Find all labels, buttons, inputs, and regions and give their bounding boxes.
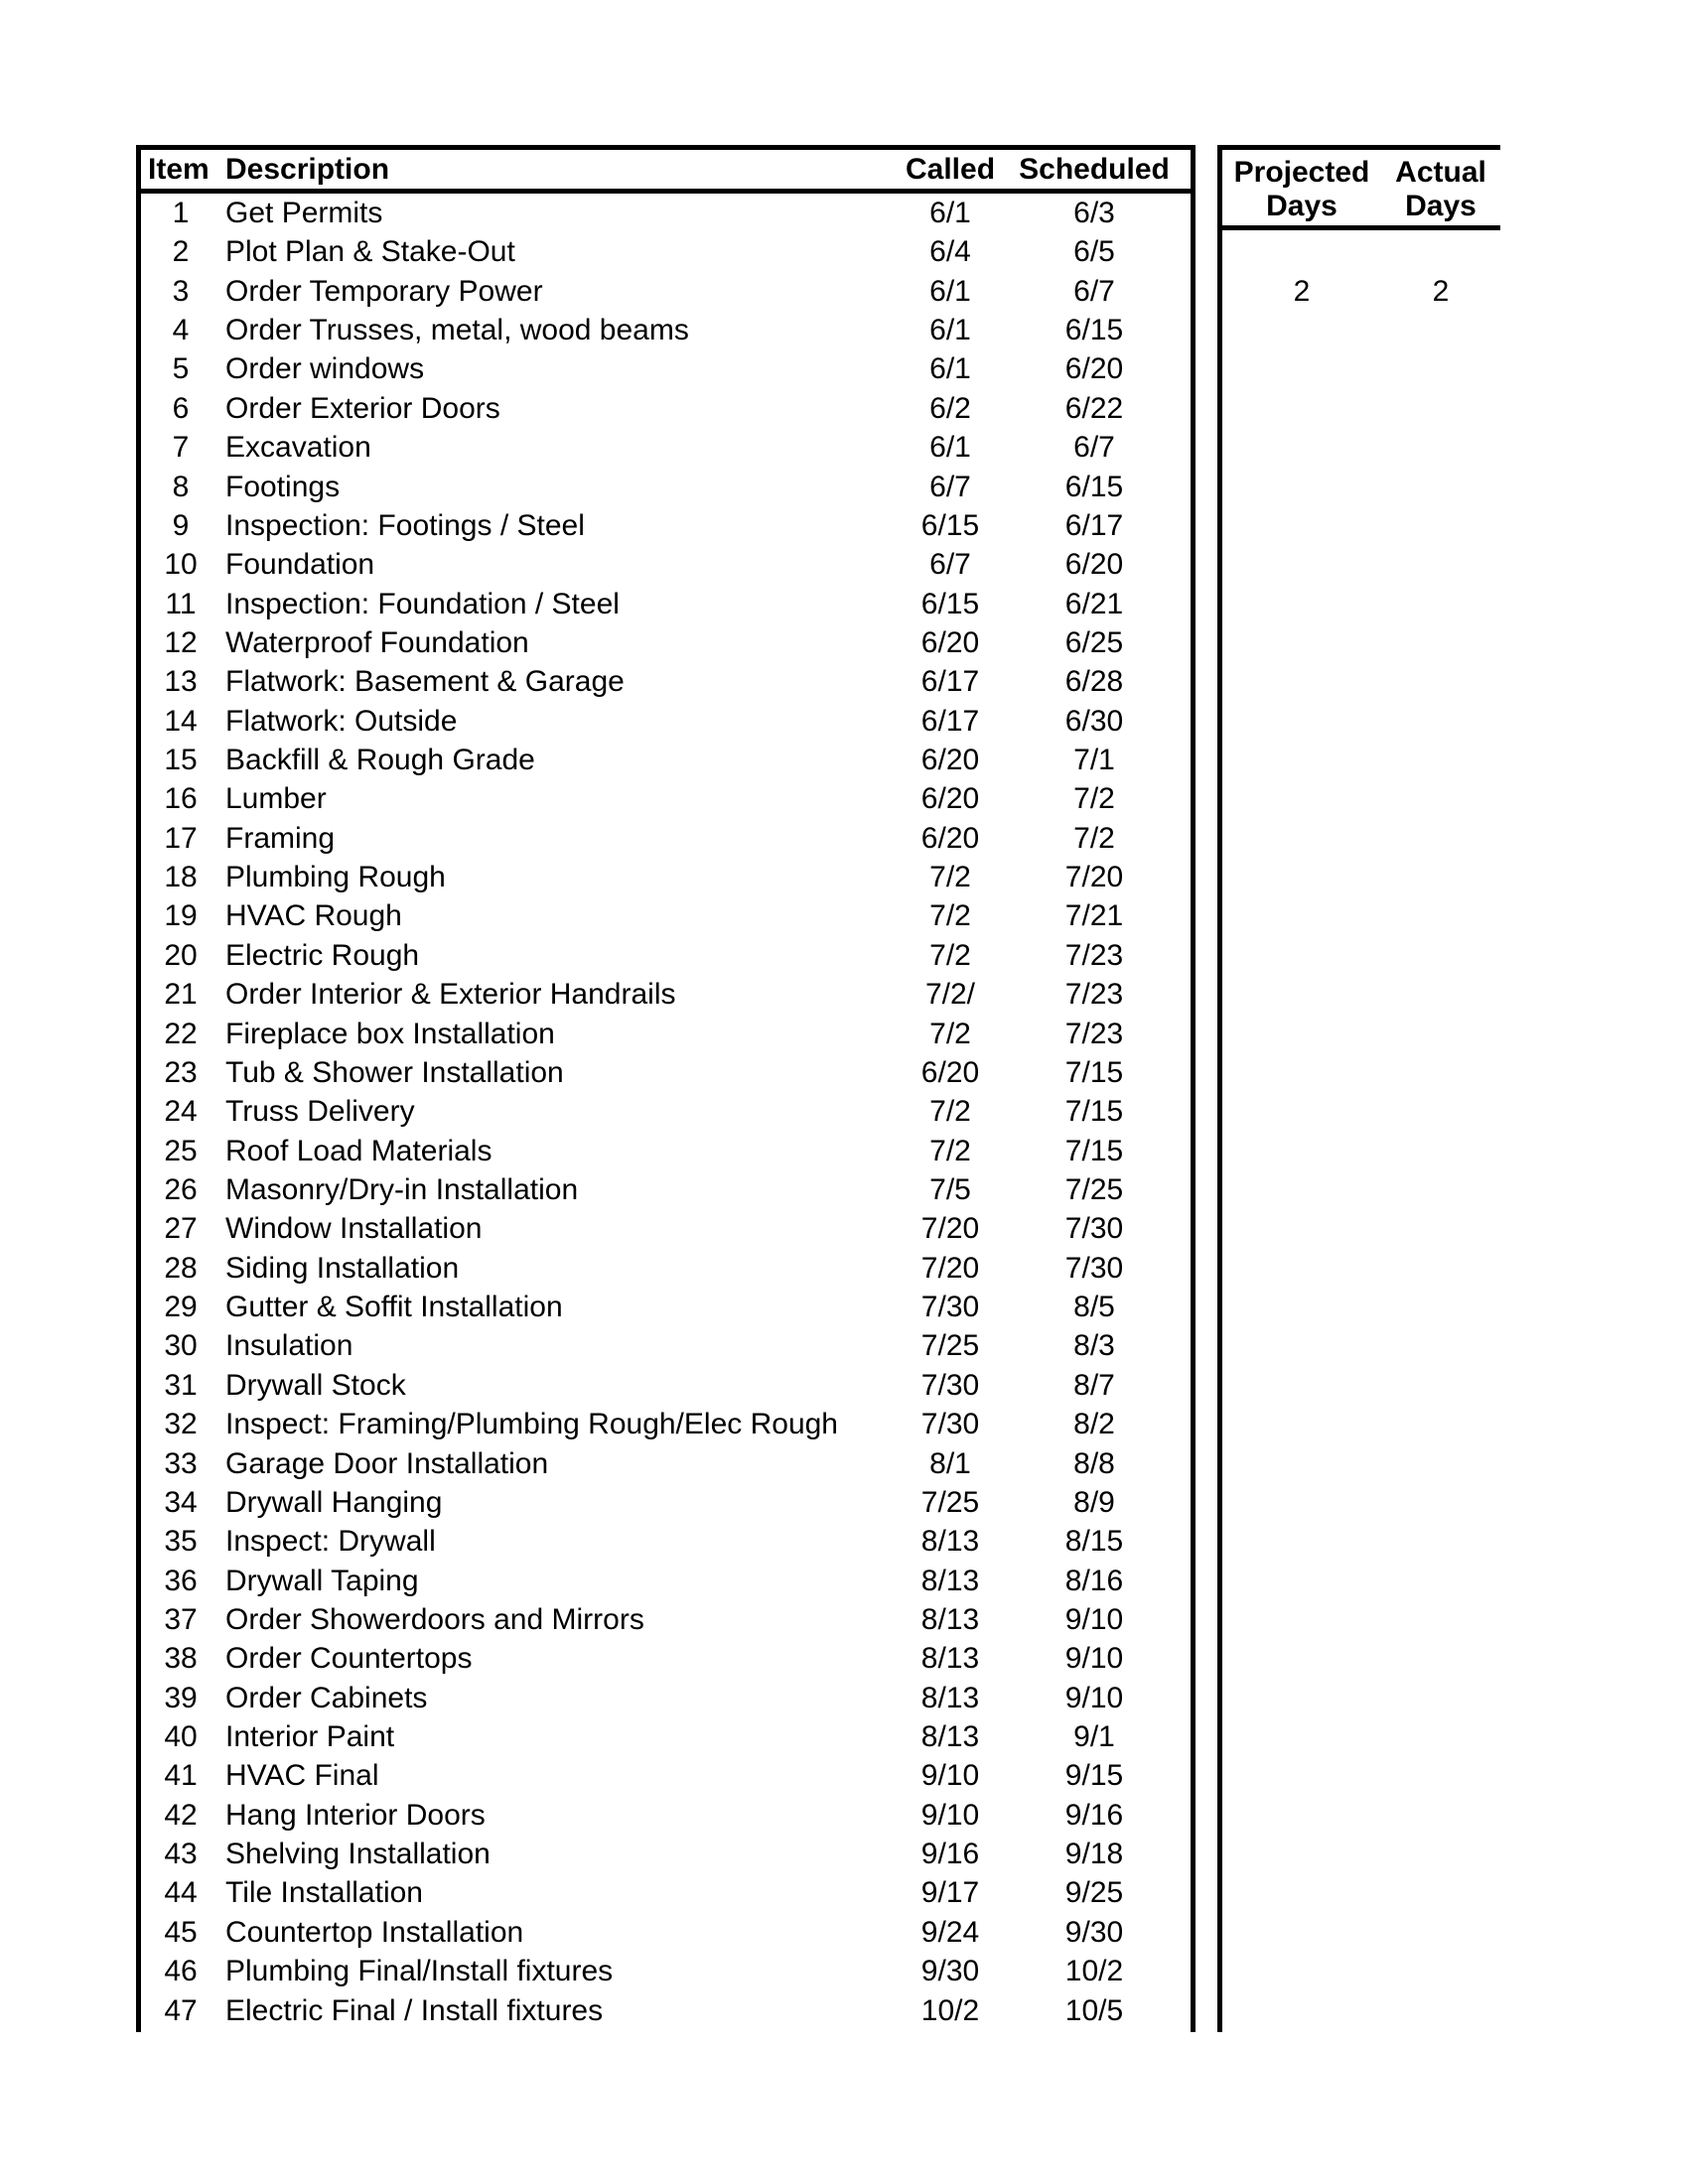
item-number: 24 [164,1095,198,1129]
item-description: Tub & Shower Installation [225,1055,564,1089]
table-row [141,1991,1191,2030]
table-row [141,1679,1191,1717]
table-row [141,1756,1191,1795]
scheduled-date: 8/15 [1064,1525,1124,1559]
item-description: Order Trusses, metal, wood beams [225,314,689,347]
table-row [141,1366,1191,1405]
called-date: 6/1 [929,314,971,347]
projected-days-value: 2 [1293,274,1311,308]
scheduled-date: 7/30 [1064,1251,1124,1285]
scheduled-date: 8/16 [1064,1564,1124,1597]
called-date: 6/15 [920,587,980,620]
table-row [141,1053,1191,1092]
item-number: 5 [172,352,190,386]
projected-header-line1: Projected [1233,156,1370,189]
called-date: 8/13 [920,1642,980,1676]
column-header-called: Called [905,153,996,186]
item-number: 19 [164,899,198,933]
item-description: Inspect: Framing/Plumbing Rough/Elec Rough [225,1408,838,1441]
item-description: Drywall Hanging [225,1485,443,1519]
table-row [141,545,1191,584]
column-header-description: Description [225,153,390,186]
table-row [141,311,1191,349]
item-description: Plumbing Final/Install fixtures [225,1955,614,1988]
called-date: 9/30 [920,1955,980,1988]
called-date: 9/10 [920,1759,980,1793]
called-date: 6/20 [920,744,980,777]
item-description: Drywall Taping [225,1564,419,1597]
item-number: 28 [164,1251,198,1285]
scheduled-date: 6/20 [1064,548,1124,582]
scheduled-date: 6/21 [1064,587,1124,620]
item-number: 12 [164,625,198,659]
item-number: 39 [164,1681,198,1714]
scheduled-date: 7/23 [1064,978,1124,1012]
called-date: 6/20 [920,1055,980,1089]
item-description: Roof Load Materials [225,1134,492,1167]
scheduled-date: 6/15 [1064,470,1124,503]
item-description: Siding Installation [225,1251,460,1285]
table-row [141,1717,1191,1756]
item-description: HVAC Final [225,1759,379,1793]
item-number: 21 [164,978,198,1012]
item-description: Order windows [225,352,425,386]
table-row [141,858,1191,896]
scheduled-date: 8/5 [1073,1291,1115,1324]
schedule-table [136,145,1196,2032]
called-date: 7/25 [920,1329,980,1363]
item-number: 20 [164,938,198,972]
days-row [1222,272,1500,311]
table-row [141,1132,1191,1170]
scheduled-date: 9/10 [1064,1602,1124,1636]
item-number: 9 [172,508,190,542]
column-header-item: Item [148,153,210,186]
scheduled-date: 6/20 [1064,352,1124,386]
table-row [141,389,1191,428]
scheduled-date: 9/15 [1064,1759,1124,1793]
scheduled-date: 6/7 [1073,274,1115,308]
item-number: 45 [164,1915,198,1949]
item-description: Order Interior & Exterior Handrails [225,978,676,1012]
item-description: Countertop Installation [225,1915,524,1949]
item-description: Inspection: Foundation / Steel [225,587,620,620]
called-date: 7/30 [920,1291,980,1324]
item-number: 6 [172,391,190,425]
days-table-header [1222,150,1500,230]
scheduled-date: 7/2 [1073,821,1115,855]
item-number: 8 [172,470,190,503]
scheduled-date: 9/25 [1064,1876,1124,1910]
scheduled-date: 9/10 [1064,1681,1124,1714]
item-number: 25 [164,1134,198,1167]
table-row [141,1835,1191,1873]
called-date: 7/30 [920,1368,980,1402]
scheduled-date: 8/8 [1073,1446,1115,1480]
table-row [141,702,1191,741]
table-row [141,1249,1191,1288]
column-header-projected-days [1222,156,1381,223]
scheduled-date: 7/23 [1064,938,1124,972]
table-row [141,585,1191,623]
called-date: 6/20 [920,625,980,659]
scheduled-date: 9/1 [1073,1720,1115,1754]
projected-header-line2: Days [1266,190,1337,222]
scheduled-date: 8/2 [1073,1408,1115,1441]
item-description: Backfill & Rough Grade [225,744,535,777]
table-row [141,194,1191,232]
called-date: 6/1 [929,274,971,308]
item-description: Masonry/Dry-in Installation [225,1172,579,1206]
column-header-actual-days [1381,156,1500,223]
scheduled-date: 7/2 [1073,782,1115,816]
scheduled-date: 7/1 [1073,744,1115,777]
item-description: Foundation [225,548,375,582]
table-row [141,1015,1191,1053]
item-description: Interior Paint [225,1720,395,1754]
item-number: 2 [172,235,190,269]
item-number: 42 [164,1798,198,1832]
called-date: 7/20 [920,1212,980,1246]
item-description: Flatwork: Basement & Garage [225,665,625,699]
item-number: 22 [164,1017,198,1050]
called-date: 7/2 [929,1017,971,1050]
item-number: 46 [164,1955,198,1988]
scheduled-date: 7/25 [1064,1172,1124,1206]
item-number: 26 [164,1172,198,1206]
table-row [141,1873,1191,1912]
scheduled-date: 9/16 [1064,1798,1124,1832]
called-date: 7/5 [929,1172,971,1206]
item-number: 36 [164,1564,198,1597]
item-number: 40 [164,1720,198,1754]
scheduled-date: 7/23 [1064,1017,1124,1050]
called-date: 7/2 [929,938,971,972]
called-date: 7/2 [929,861,971,894]
scheduled-date: 6/15 [1064,314,1124,347]
item-description: Electric Final / Install fixtures [225,1993,604,2027]
item-description: Get Permits [225,197,383,229]
item-number: 38 [164,1642,198,1676]
table-row [141,662,1191,701]
scheduled-date: 6/25 [1064,625,1124,659]
called-date: 6/7 [929,470,971,503]
item-description: Footings [225,470,341,503]
called-date: 9/17 [920,1876,980,1910]
called-date: 7/2 [929,1095,971,1129]
item-description: Garage Door Installation [225,1446,549,1480]
scheduled-date: 6/7 [1073,431,1115,465]
scheduled-date: 6/28 [1064,665,1124,699]
item-description: Excavation [225,431,371,465]
table-row [141,779,1191,818]
table-row [141,1600,1191,1639]
item-description: Hang Interior Doors [225,1798,486,1832]
table-row [141,936,1191,975]
item-number: 16 [164,782,198,816]
item-description: HVAC Rough [225,899,402,933]
scheduled-date: 8/3 [1073,1329,1115,1363]
table-row [141,1522,1191,1561]
table-row [141,1796,1191,1835]
item-description: Gutter & Soffit Installation [225,1291,563,1324]
item-number: 34 [164,1485,198,1519]
called-date: 9/10 [920,1798,980,1832]
scheduled-date: 7/21 [1064,899,1124,933]
actual-header-line2: Days [1405,190,1477,222]
table-row [141,1209,1191,1248]
table-row [141,349,1191,388]
table-row [141,819,1191,858]
column-header-scheduled: Scheduled [1019,153,1170,186]
table-row [141,1483,1191,1522]
days-table [1217,145,1500,2032]
scheduled-date: 7/15 [1064,1134,1124,1167]
item-description: Order Temporary Power [225,274,543,308]
item-description: Window Installation [225,1212,483,1246]
called-date: 6/1 [929,352,971,386]
item-number: 15 [164,744,198,777]
called-date: 8/13 [920,1602,980,1636]
called-date: 7/25 [920,1485,980,1519]
table-row [141,1639,1191,1678]
item-number: 32 [164,1408,198,1441]
table-row [141,272,1191,311]
called-date: 6/20 [920,821,980,855]
item-description: Flatwork: Outside [225,704,458,738]
item-description: Order Cabinets [225,1681,428,1714]
table-row [141,1092,1191,1131]
table-row [141,428,1191,467]
item-number: 31 [164,1368,198,1402]
scheduled-date: 8/9 [1073,1485,1115,1519]
item-number: 13 [164,665,198,699]
item-description: Order Showerdoors and Mirrors [225,1602,644,1636]
called-date: 6/1 [929,431,971,465]
item-description: Electric Rough [225,938,420,972]
table-row [141,1326,1191,1365]
item-number: 35 [164,1525,198,1559]
called-date: 9/16 [920,1838,980,1871]
item-number: 4 [172,314,190,347]
called-date: 6/17 [920,665,980,699]
table-row [141,232,1191,271]
table-body [141,194,1191,2030]
scheduled-date: 10/2 [1064,1955,1124,1988]
item-number: 47 [164,1993,198,2027]
called-date: 6/4 [929,235,971,269]
table-row [141,1913,1191,1952]
scheduled-date: 9/10 [1064,1642,1124,1676]
called-date: 7/30 [920,1408,980,1441]
item-number: 29 [164,1291,198,1324]
called-date: 7/2/ [924,978,976,1012]
table-row [141,1562,1191,1600]
item-number: 1 [172,197,190,229]
table-row [141,623,1191,662]
called-date: 8/13 [920,1564,980,1597]
table-row [141,1288,1191,1326]
item-number: 17 [164,821,198,855]
called-date: 7/2 [929,1134,971,1167]
scheduled-date: 7/30 [1064,1212,1124,1246]
table-row [141,896,1191,935]
called-date: 10/2 [920,1993,980,2027]
item-number: 18 [164,861,198,894]
item-description: Shelving Installation [225,1838,491,1871]
called-date: 6/17 [920,704,980,738]
scheduled-date: 10/5 [1064,1993,1124,2027]
item-description: Fireplace box Installation [225,1017,555,1050]
called-date: 8/13 [920,1681,980,1714]
called-date: 6/7 [929,548,971,582]
item-description: Insulation [225,1329,353,1363]
scheduled-date: 7/15 [1064,1055,1124,1089]
called-date: 6/2 [929,391,971,425]
item-number: 23 [164,1055,198,1089]
table-row [141,1444,1191,1483]
item-description: Inspect: Drywall [225,1525,436,1559]
scheduled-date: 7/15 [1064,1095,1124,1129]
item-number: 30 [164,1329,198,1363]
item-number: 14 [164,704,198,738]
item-number: 11 [165,587,197,620]
scheduled-date: 7/20 [1064,861,1124,894]
item-number: 37 [164,1602,198,1636]
item-number: 7 [172,431,190,465]
called-date: 7/2 [929,899,971,933]
called-date: 8/13 [920,1525,980,1559]
called-date: 8/13 [920,1720,980,1754]
item-description: Truss Delivery [225,1095,415,1129]
item-description: Lumber [225,782,327,816]
table-row [141,1405,1191,1443]
scheduled-date: 9/18 [1064,1838,1124,1871]
item-number: 41 [164,1759,198,1793]
item-description: Drywall Stock [225,1368,406,1402]
item-description: Tile Installation [225,1876,423,1910]
scheduled-date: 9/30 [1064,1915,1124,1949]
table-row [141,741,1191,779]
called-date: 7/20 [920,1251,980,1285]
item-number: 10 [164,548,198,582]
called-date: 8/1 [929,1446,971,1480]
table-row [141,1170,1191,1209]
item-description: Order Exterior Doors [225,391,500,425]
item-number: 43 [164,1838,198,1871]
table-row [141,506,1191,545]
called-date: 9/24 [920,1915,980,1949]
item-description: Inspection: Footings / Steel [225,508,585,542]
item-number: 3 [172,274,190,308]
actual-header-line1: Actual [1395,156,1486,189]
scheduled-date: 6/30 [1064,704,1124,738]
item-description: Plot Plan & Stake-Out [225,235,515,269]
item-number: 33 [164,1446,198,1480]
scheduled-date: 6/17 [1064,508,1124,542]
called-date: 6/20 [920,782,980,816]
item-description: Waterproof Foundation [225,625,529,659]
table-header [141,150,1191,194]
scheduled-date: 6/22 [1064,391,1124,425]
scheduled-date: 8/7 [1073,1368,1115,1402]
scheduled-date: 6/3 [1073,197,1115,229]
table-row [141,1952,1191,1990]
item-number: 27 [164,1212,198,1246]
item-description: Plumbing Rough [225,861,446,894]
item-description: Framing [225,821,336,855]
item-number: 44 [164,1876,198,1910]
item-description: Order Countertops [225,1642,473,1676]
table-row [141,468,1191,506]
called-date: 6/1 [929,197,971,229]
actual-days-value: 2 [1432,274,1450,308]
table-row [141,975,1191,1014]
called-date: 6/15 [920,508,980,542]
scheduled-date: 6/5 [1073,235,1115,269]
